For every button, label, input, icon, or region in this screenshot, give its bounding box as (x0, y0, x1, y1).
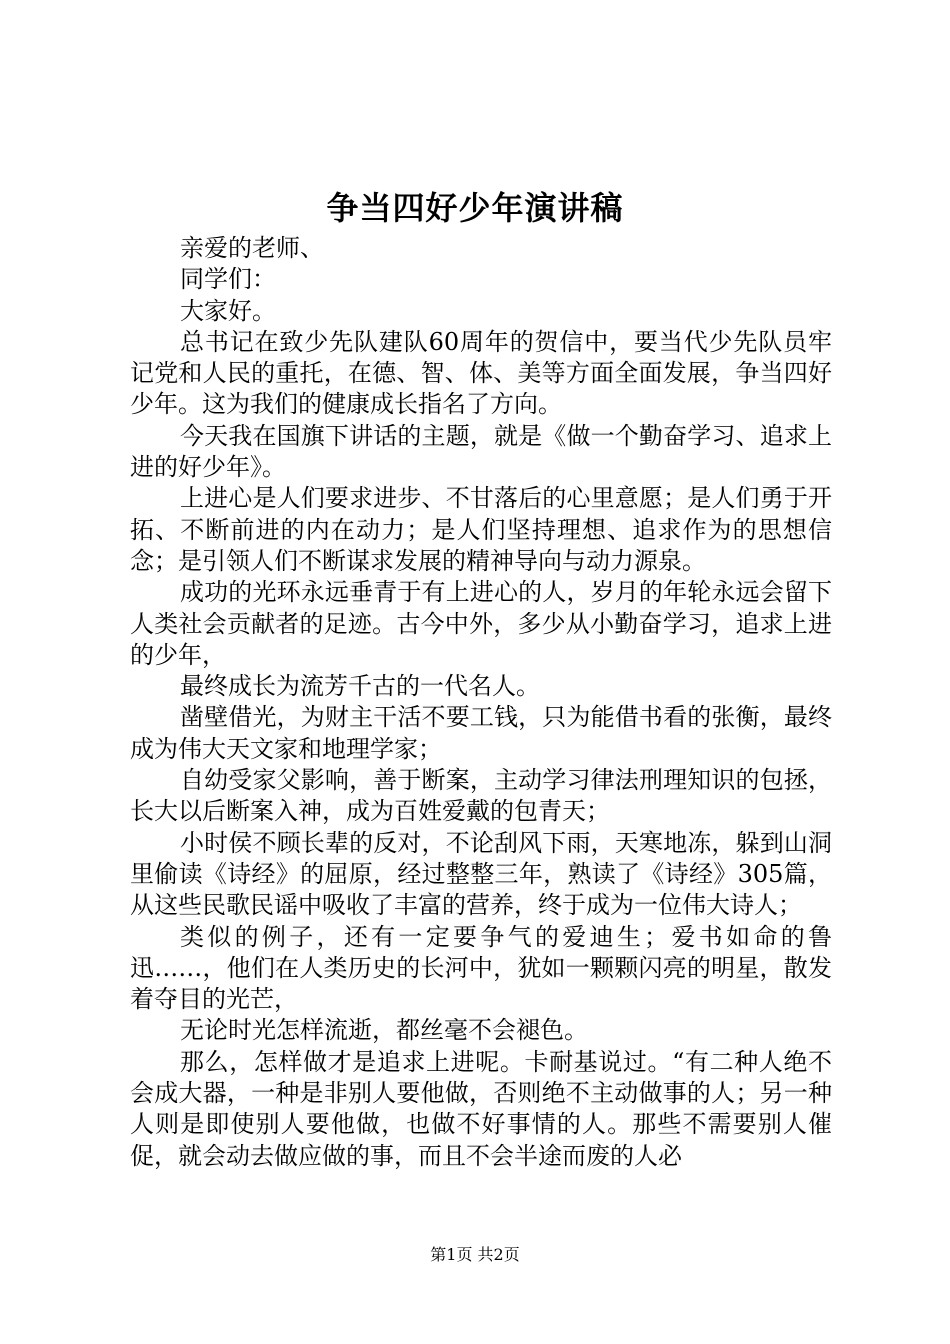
paragraph: 那么，怎样做才是追求上进呢。卡耐基说过。“有二种人绝不会成大器，一种是非别人要他做，否则绝不主动做事的人；另一种人则是即使别人要他做，也做不好事情的人。那些不需要别人催促，就会动去做应做的事，而且不会半途而废的人必 (130, 1047, 832, 1170)
paragraph: 总书记在致少先队建队60周年的贺信中，要当代少先队员牢记党和人民的重托，在德、智、体、美等方面全面发展，争当四好少年。这为我们的健康成长指名了方向。 (130, 327, 832, 419)
paragraph: 成功的光环永远垂青于有上进心的人，岁月的年轮永远会留下人类社会贡献者的足迹。古今中外，多少从小勤奋学习，追求上进的少年， (130, 578, 832, 669)
paragraph: 今天我在国旗下讲话的主题，就是《做一个勤奋学习、追求上进的好少年》。 (130, 421, 832, 482)
paragraph-salutation-students: 同学们： (180, 265, 276, 294)
paragraph-salutation-teachers: 亲爱的老师、 (180, 234, 324, 262)
paragraph: 无论时光怎样流逝，都丝毫不会褪色。 (180, 1016, 588, 1045)
paragraph: 凿壁借光，为财主干活不要工钱，只为能借书看的张衡，最终成为伟大天文家和地理学家； (130, 703, 832, 763)
paragraph: 类似的例子，还有一定要争气的爱迪生；爱书如命的鲁迅……，他们在人类历史的长河中，犹如一颗颗闪亮的明星，散发着夺目的光芒， (130, 922, 832, 1014)
paragraph-greeting: 大家好。 (180, 296, 276, 325)
document-body (130, 233, 832, 1172)
paragraph: 上进心是人们要求进步、不甘落后的心里意愿；是人们勇于开拓、不断前进的内在动力；是人们坚持理想、追求作为的思想信念；是引领人们不断谋求发展的精神导向与动力源泉。 (130, 484, 832, 575)
document-title: 争当四好少年演讲稿 (326, 189, 624, 227)
paragraph: 小时侯不顾长辈的反对，不论刮风下雨，天寒地冻，躲到山洞里偷读《诗经》的屈原，经过整整三年，熟读了《诗经》305篇，从这些民歌民谣中吸收了丰富的营养，终于成为一位伟大诗人； (130, 828, 832, 920)
page-number-footer: 第1页 共2页 (430, 1245, 520, 1264)
paragraph: 自幼受家父影响，善于断案，主动学习律法刑理知识的包拯，长大以后断案入神，成为百姓爱戴的包青天； (130, 766, 832, 826)
paragraph: 最终成长为流芳千古的一代名人。 (180, 672, 540, 701)
